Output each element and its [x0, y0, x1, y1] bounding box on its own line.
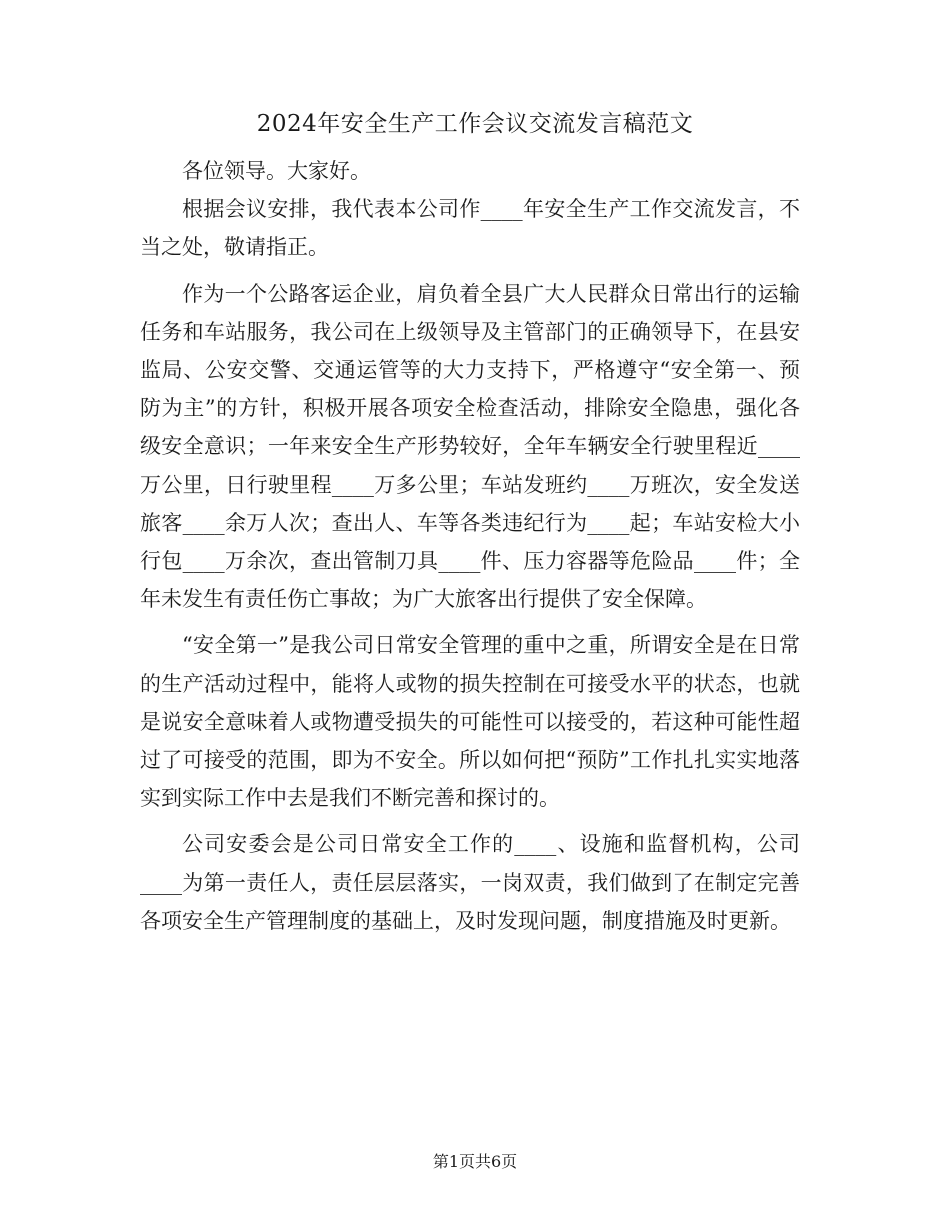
paragraph-overview: 作为一个公路客运企业，肩负着全县广大人民群众日常出行的运输任务和车站服务，我公司在上级领导及主管部门的正确领导下，在县安监局、公安交警、交通运管等的大力支持下，严格遵守“安全第一、预防为主”的方针，积极开展各项安全检查活动，排除安全隐患，强化各级安全意识；一年来安全生产形势较好，全年车辆安全行驶里程近____万公里，日行驶里程____万多公里；车站发班约____万班次，安全发送旅客____余万人次；查出人、车等各类违纪行为____起；车站安检大小行包____万余次，查出管制刀具____件、压力容器等危险品____件；全年未发生有责任伤亡事故；为广大旅客出行提供了安全保障。 [140, 281, 800, 612]
document-body [140, 152, 800, 948]
paragraph-safety-first: “安全第一”是我公司日常安全管理的重中之重，所谓安全是在日常的生产活动过程中，能将人或物的损失控制在可接受水平的状态，也就是说安全意味着人或物遭受损失的可能性可以接受的，若这种可能性超过了可接受的范围，即为不安全。所以如何把“预防”工作扎扎实实地落实到实际工作中去是我们不断完善和探讨的。 [140, 633, 800, 811]
paragraph-intro: 根据会议安排，我代表本公司作____年安全生产工作交流发言，不当之处，敬请指正。 [140, 197, 800, 260]
paragraph-committee: 公司安委会是公司日常安全工作的____、设施和监督机构，公司____为第一责任人，责任层层落实，一岗双责，我们做到了在制定完善各项安全生产管理制度的基础上，及时发现问题，制度措施及时更新。 [140, 832, 800, 933]
document-title: 2024年安全生产工作会议交流发言稿范文 [256, 111, 694, 137]
page-number: 第1页共6页 [432, 1152, 518, 1171]
paragraph-greeting: 各位领导。大家好。 [182, 159, 371, 183]
